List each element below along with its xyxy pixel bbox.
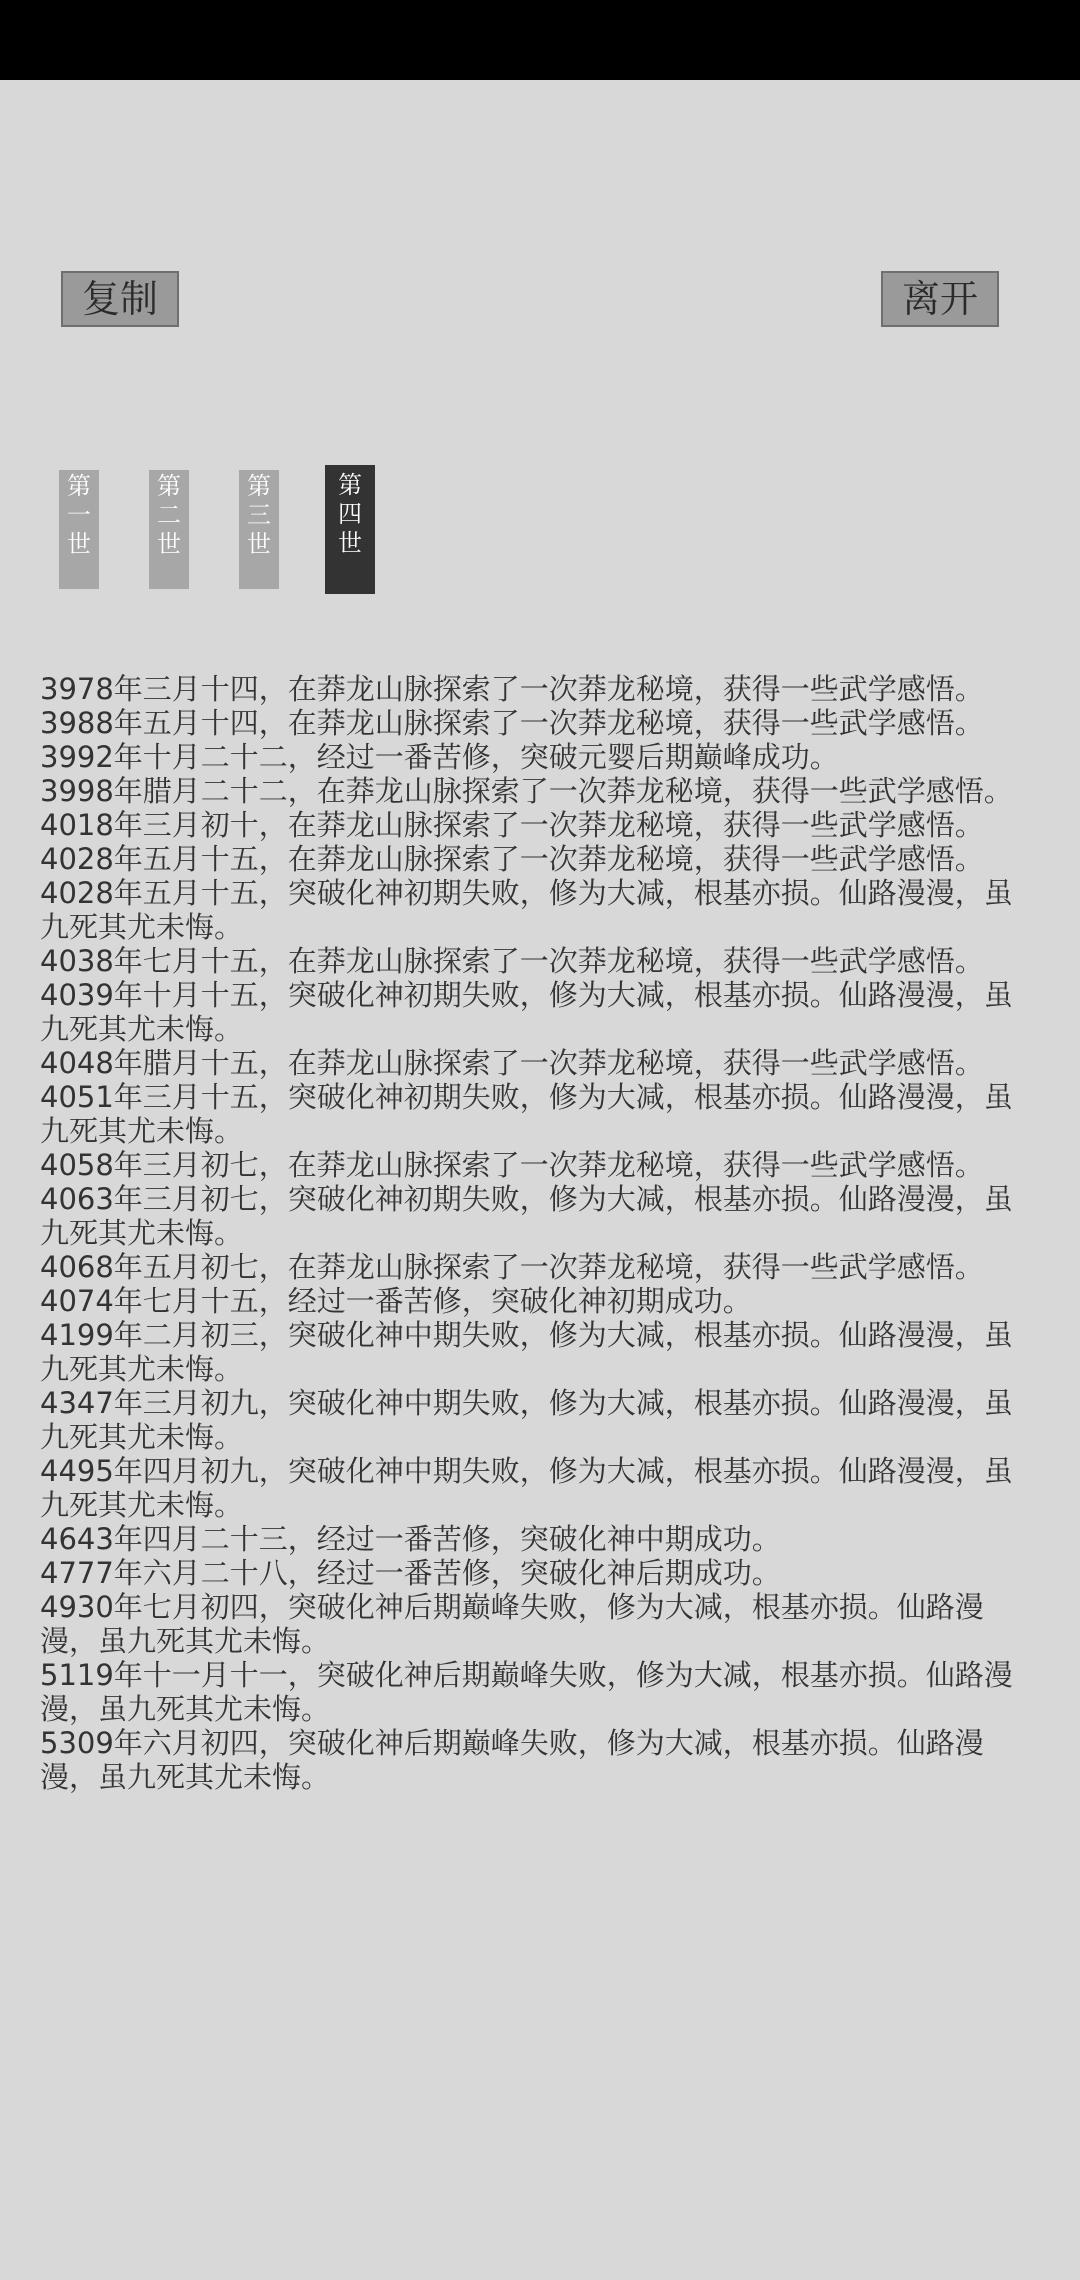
log-entry: 5119年十一月十一，突破化神后期巅峰失败，修为大减，根基亦损。仙路漫漫，虽九死其尤未悔。 (40, 1658, 1013, 1726)
log-entry: 4028年五月十五，在莽龙山脉探索了一次莽龙秘境，获得一些武学感悟。 (40, 842, 984, 876)
tab-life-3[interactable] (239, 470, 279, 589)
tab-label-char: 世 (247, 530, 271, 558)
log-entry: 4048年腊月十五，在莽龙山脉探索了一次莽龙秘境，获得一些武学感悟。 (40, 1046, 984, 1080)
tab-life-4[interactable] (325, 465, 375, 594)
tab-label-char: 世 (157, 530, 181, 558)
life-event-log (40, 672, 1040, 1794)
log-entry: 4063年三月初七，突破化神初期失败，修为大减，根基亦损。仙路漫漫，虽九死其尤未悔。 (40, 1182, 1013, 1250)
log-entry: 4068年五月初七，在莽龙山脉探索了一次莽龙秘境，获得一些武学感悟。 (40, 1250, 984, 1284)
tab-label-char: 四 (338, 500, 362, 528)
log-entry: 4930年七月初四，突破化神后期巅峰失败，修为大减，根基亦损。仙路漫漫，虽九死其尤未悔。 (40, 1590, 984, 1658)
log-entry: 4074年七月十五，经过一番苦修，突破化神初期成功。 (40, 1284, 752, 1318)
copy-button[interactable]: 复制 (61, 271, 179, 327)
tab-label-char: 二 (157, 501, 181, 529)
tab-label-char: 一 (67, 501, 91, 529)
log-entry: 4495年四月初九，突破化神中期失败，修为大减，根基亦损。仙路漫漫，虽九死其尤未悔。 (40, 1454, 1013, 1522)
tab-label-char: 第 (67, 472, 91, 500)
log-entry: 4058年三月初七，在莽龙山脉探索了一次莽龙秘境，获得一些武学感悟。 (40, 1148, 984, 1182)
log-entry: 4777年六月二十八，经过一番苦修，突破化神后期成功。 (40, 1556, 781, 1590)
tab-label-char: 世 (67, 530, 91, 558)
tab-life-1[interactable] (59, 470, 99, 589)
log-entry: 4051年三月十五，突破化神初期失败，修为大减，根基亦损。仙路漫漫，虽九死其尤未悔。 (40, 1080, 1013, 1148)
log-entry: 4347年三月初九，突破化神中期失败，修为大减，根基亦损。仙路漫漫，虽九死其尤未悔。 (40, 1386, 1013, 1454)
tab-label-char: 三 (247, 501, 271, 529)
log-entry: 3992年十月二十二，经过一番苦修，突破元婴后期巅峰成功。 (40, 740, 839, 774)
log-entry: 4039年十月十五，突破化神初期失败，修为大减，根基亦损。仙路漫漫，虽九死其尤未悔。 (40, 978, 1013, 1046)
log-entry: 4028年五月十五，突破化神初期失败，修为大减，根基亦损。仙路漫漫，虽九死其尤未悔。 (40, 876, 1013, 944)
tab-label-char: 第 (157, 472, 181, 500)
log-entry: 3978年三月十四，在莽龙山脉探索了一次莽龙秘境，获得一些武学感悟。 (40, 672, 984, 706)
log-entry: 4643年四月二十三，经过一番苦修，突破化神中期成功。 (40, 1522, 781, 1556)
tab-label-char: 世 (338, 529, 362, 557)
tab-label-char: 第 (247, 472, 271, 500)
log-entry: 4018年三月初十，在莽龙山脉探索了一次莽龙秘境，获得一些武学感悟。 (40, 808, 984, 842)
tab-label-char: 第 (338, 471, 362, 499)
log-entry: 4038年七月十五，在莽龙山脉探索了一次莽龙秘境，获得一些武学感悟。 (40, 944, 984, 978)
log-entry: 5309年六月初四，突破化神后期巅峰失败，修为大减，根基亦损。仙路漫漫，虽九死其尤未悔。 (40, 1726, 984, 1794)
log-entry: 3988年五月十四，在莽龙山脉探索了一次莽龙秘境，获得一些武学感悟。 (40, 706, 984, 740)
log-entry: 3998年腊月二十二，在莽龙山脉探索了一次莽龙秘境，获得一些武学感悟。 (40, 774, 1013, 808)
status-bar (0, 0, 1080, 80)
tab-life-2[interactable] (149, 470, 189, 589)
leave-button[interactable]: 离开 (881, 271, 999, 327)
log-entry: 4199年二月初三，突破化神中期失败，修为大减，根基亦损。仙路漫漫，虽九死其尤未悔。 (40, 1318, 1013, 1386)
